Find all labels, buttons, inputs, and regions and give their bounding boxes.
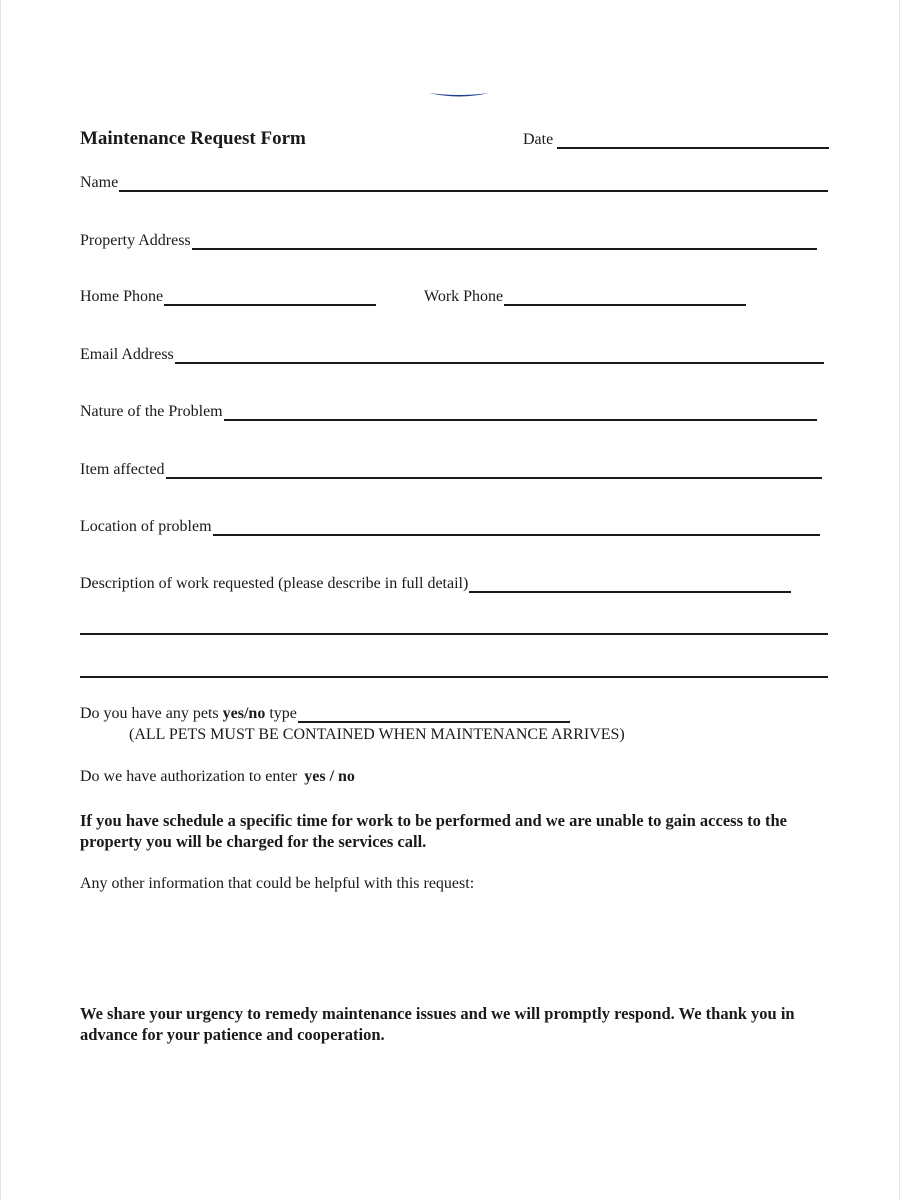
location-label: Location of problem [80, 518, 212, 535]
description-line-1[interactable] [469, 577, 791, 593]
property-address-line[interactable] [192, 234, 817, 250]
nature-field[interactable] [80, 403, 817, 421]
date-field[interactable] [523, 131, 829, 149]
location-line[interactable] [213, 520, 820, 536]
pets-note: (ALL PETS MUST BE CONTAINED WHEN MAINTENANCE ARRIVES) [129, 726, 625, 743]
pets-field[interactable] [80, 705, 570, 723]
authorization-field [80, 768, 355, 786]
pets-suffix: type [269, 705, 297, 722]
location-field[interactable] [80, 518, 820, 536]
logo-swoosh-icon [427, 91, 491, 99]
item-affected-line[interactable] [166, 463, 822, 479]
email-field[interactable] [80, 346, 824, 364]
property-address-field[interactable] [80, 232, 817, 250]
pets-type-line[interactable] [298, 707, 570, 723]
pets-prefix: Do you have any pets [80, 705, 219, 722]
nature-label: Nature of the Problem [80, 403, 223, 420]
name-label: Name [80, 174, 119, 191]
property-address-label: Property Address [80, 232, 191, 249]
email-label: Email Address [80, 346, 174, 363]
date-label: Date [523, 131, 554, 148]
authorization-label: Do we have authorization to enter [80, 768, 298, 785]
form-title: Maintenance Request Form [80, 128, 306, 149]
description-label: Description of work requested (please describe in full detail) [80, 575, 469, 592]
item-affected-field[interactable] [80, 461, 822, 479]
home-phone-label: Home Phone [80, 288, 164, 305]
date-line[interactable] [557, 133, 829, 149]
closing-note: We share your urgency to remedy maintenance issues and we will promptly respond. We thank you in advance for your patience and cooperation. [80, 1004, 795, 1044]
description-field[interactable] [80, 575, 791, 593]
pets-options: yes/no [222, 705, 266, 722]
authorization-options[interactable]: yes / no [304, 768, 355, 785]
work-phone-field[interactable] [424, 288, 746, 306]
nature-line[interactable] [224, 405, 817, 421]
schedule-notice: If you have schedule a specific time for work to be performed and we are unable to gain access to the property you will be charged for the services call. [80, 811, 787, 851]
name-line[interactable] [119, 176, 828, 192]
description-line-3[interactable] [80, 676, 828, 678]
work-phone-line[interactable] [504, 290, 746, 306]
description-line-2[interactable] [80, 633, 828, 635]
email-line[interactable] [175, 348, 824, 364]
home-phone-field[interactable] [80, 288, 376, 306]
home-phone-line[interactable] [164, 290, 376, 306]
item-affected-label: Item affected [80, 461, 165, 478]
other-info-label: Any other information that could be helpful with this request: [80, 875, 475, 892]
name-field[interactable] [80, 174, 828, 192]
work-phone-label: Work Phone [424, 288, 504, 305]
